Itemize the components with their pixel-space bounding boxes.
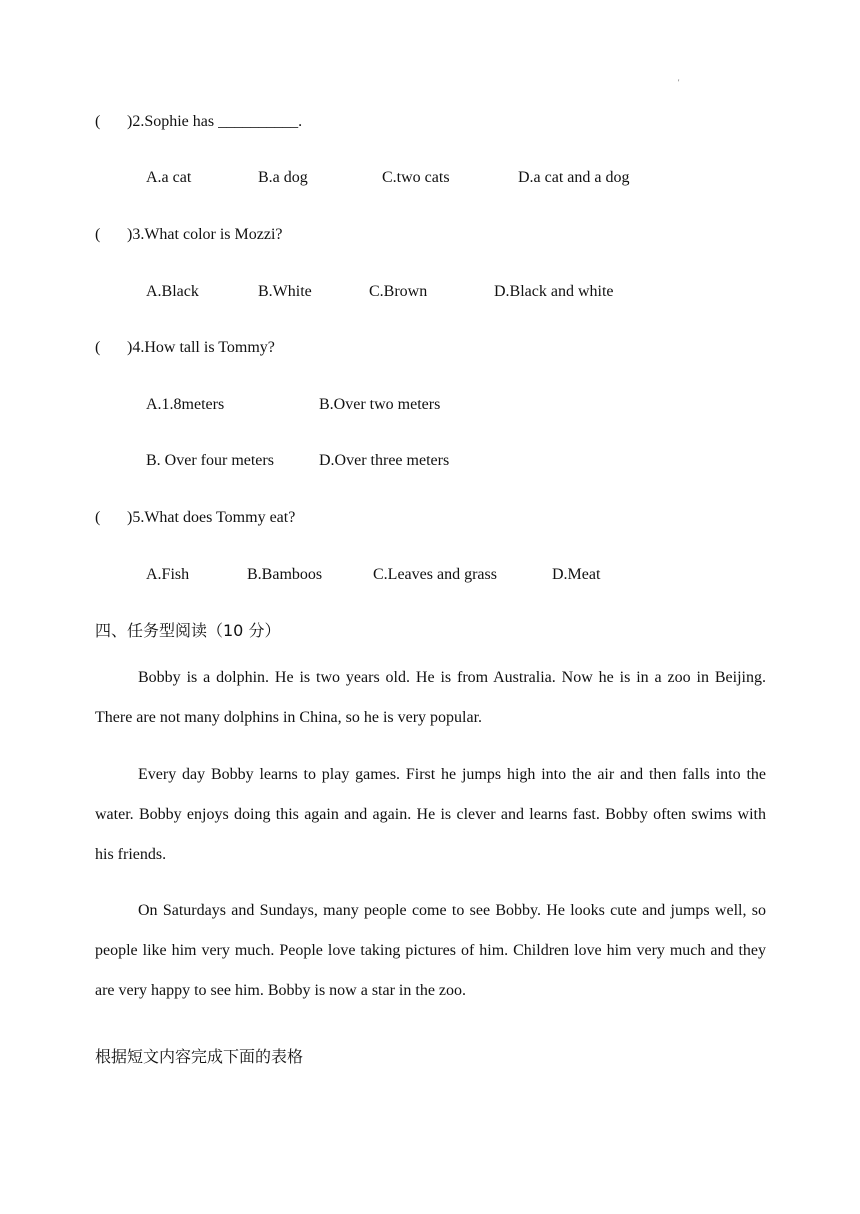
question-text: )4.How tall is Tommy?: [127, 339, 275, 356]
option-b: B.a dog: [258, 169, 308, 186]
option-b: B.Over two meters: [319, 396, 441, 413]
option-b: B.Bamboos: [247, 566, 323, 583]
option-c: C.two cats: [382, 169, 450, 186]
option-a: A.Fish: [146, 566, 190, 583]
question-text: )3.What color is Mozzi?: [127, 226, 283, 243]
passage-paragraph-1: Bobby is a dolphin. He is two years old. He is from Australia. Now he is in a zoo in Beijing. There are not many dolphins in China, so he is very popular.: [95, 669, 766, 726]
option-c: C.Leaves and grass: [373, 566, 497, 583]
option-a: A.a cat: [146, 169, 192, 186]
question-4: [95, 338, 275, 358]
passage-paragraph-3: On Saturdays and Sundays, many people come to see Bobby. He looks cute and jumps well, so people like him very much. People love taking pictures of him. Children love him very much and they are very happy to see him. Bobby is now a star in the zoo.: [95, 902, 766, 999]
answer-bracket[interactable]: (: [95, 509, 101, 526]
question-2: [95, 112, 302, 132]
section-heading: 四、任务型阅读（10 分）: [95, 621, 281, 640]
question-3: [95, 225, 283, 245]
option-d: D.Black and white: [494, 283, 614, 300]
passage-paragraph-2: Every day Bobby learns to play games. First he jumps high into the air and then falls into the water. Bobby enjoys doing this again and again. He is clever and learns fast. Bobby often swims with his friends.: [95, 766, 766, 863]
question-text: )2.Sophie has __________.: [127, 113, 303, 130]
option-c: B. Over four meters: [146, 452, 274, 469]
option-d: D.a cat and a dog: [518, 169, 630, 186]
option-d: D.Over three meters: [319, 452, 450, 469]
option-b: B.White: [258, 283, 312, 300]
answer-bracket[interactable]: (: [95, 226, 101, 243]
question-text: )5.What does Tommy eat?: [127, 509, 296, 526]
option-a: A.1.8meters: [146, 396, 225, 413]
stray-mark: ': [678, 78, 680, 87]
option-a: A.Black: [146, 283, 199, 300]
answer-bracket[interactable]: (: [95, 339, 101, 356]
option-c: C.Brown: [369, 283, 428, 300]
option-d: D.Meat: [552, 566, 601, 583]
question-5: [95, 508, 295, 528]
table-instruction: 根据短文内容完成下面的表格: [95, 1047, 304, 1066]
answer-bracket[interactable]: (: [95, 113, 101, 130]
